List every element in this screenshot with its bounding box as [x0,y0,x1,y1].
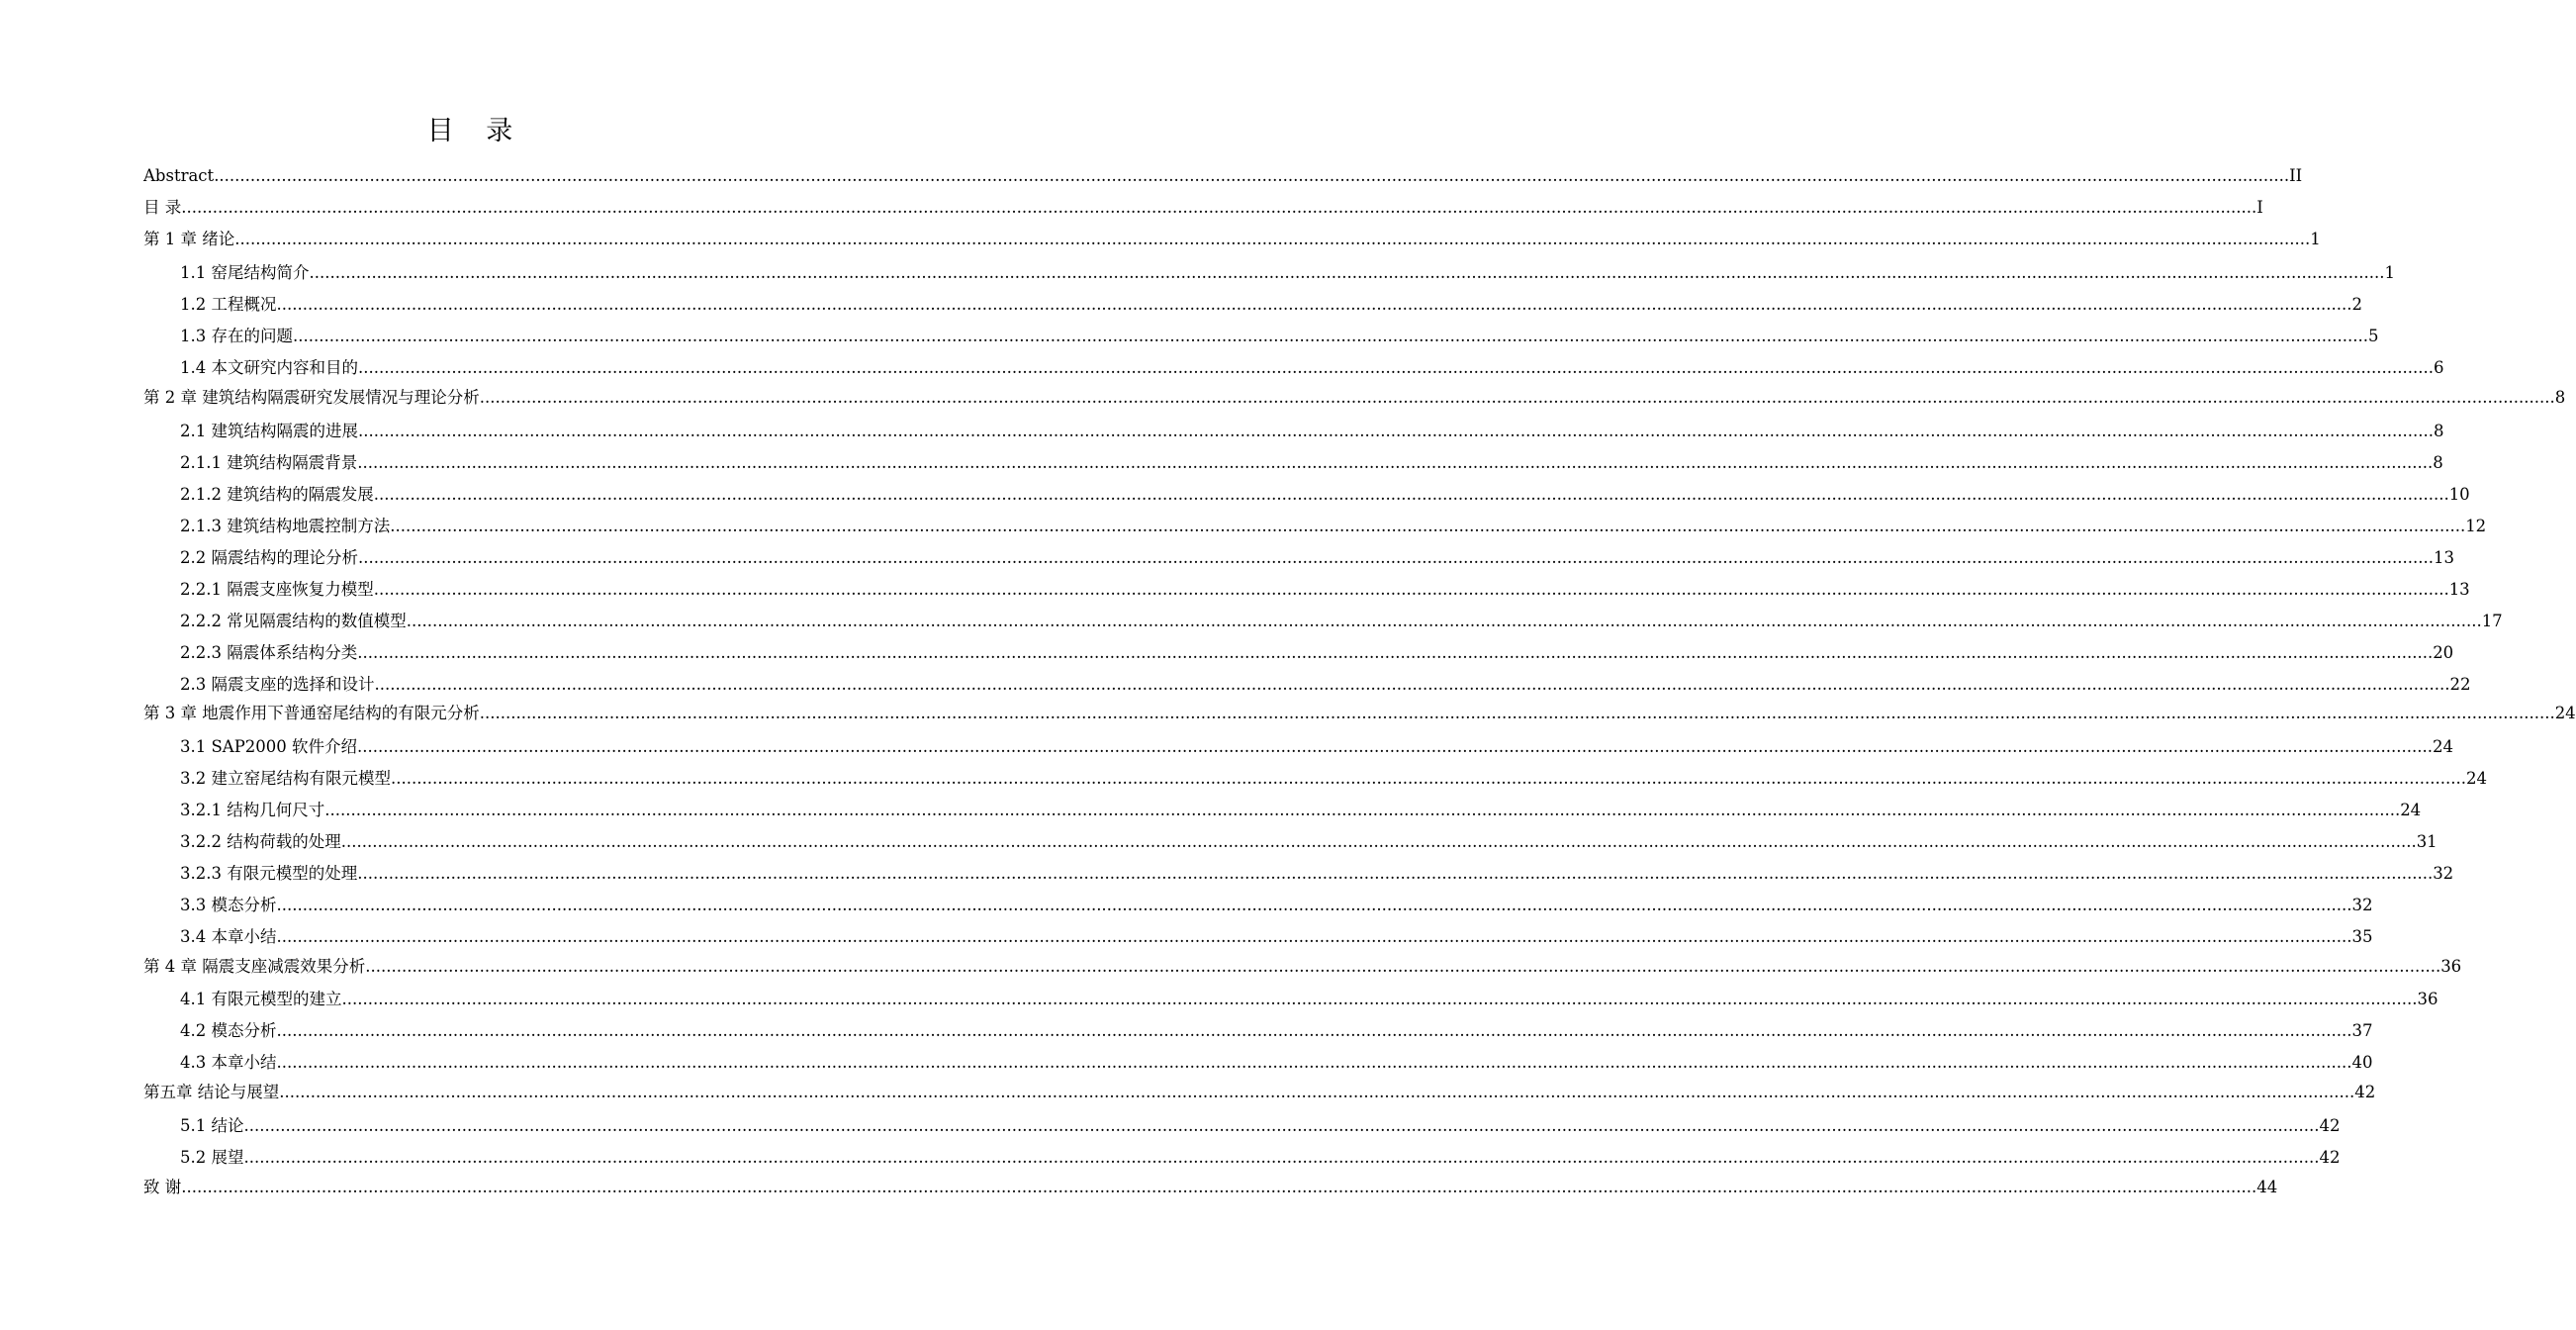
page-title: 目 录 [426,116,525,146]
toc-entry-page: 35 [2351,927,2373,946]
toc-leader-dots: ................................................................................................................................................................................................................................................................................................................................................................................................................ [279,1083,2355,1101]
toc-entry-label: 第 1 章 绪论 [143,230,235,248]
toc-entry[interactable] [143,163,2303,187]
toc-entry-page: 44 [2256,1178,2278,1196]
toc-leader-dots: ................................................................................................................................................................................................................................................................................................................................................................................................................ [357,453,2434,472]
toc-entry-label: 1.2 工程概况 [180,295,277,314]
toc-entry-label: 第 4 章 隔震支座减震效果分析 [143,957,366,976]
toc-entry[interactable] [180,798,2422,821]
toc-leader-dots: ................................................................................................................................................................................................................................................................................................................................................................................................................ [358,422,2434,440]
toc-entry-label: 3.2.3 有限元模型的处理 [180,864,358,883]
toc-entry[interactable] [180,893,2373,916]
toc-leader-dots: ................................................................................................................................................................................................................................................................................................................................................................................................................ [243,1116,2320,1135]
toc-entry-label: 第 3 章 地震作用下普通窑尾结构的有限元分析 [143,704,480,722]
toc-entry-label: 3.2.2 结构荷载的处理 [180,832,341,851]
toc-entry-label: 第五章 结论与展望 [143,1083,280,1101]
toc-entry[interactable] [180,1113,2341,1137]
toc-entry[interactable] [180,924,2373,948]
toc-entry[interactable] [180,1018,2373,1042]
toc-entry-page: 8 [2433,453,2443,472]
toc-entry-label: 3.4 本章小结 [180,927,277,946]
toc-entry[interactable] [180,609,2503,632]
toc-entry[interactable] [143,227,2321,250]
toc-entry-page: 13 [2448,580,2470,599]
toc-entry[interactable] [143,701,2576,724]
toc-leader-dots: ................................................................................................................................................................................................................................................................................................................................................................................................................ [276,295,2352,314]
toc-leader-dots: ................................................................................................................................................................................................................................................................................................................................................................................................................ [276,896,2352,914]
toc-leader-dots: ................................................................................................................................................................................................................................................................................................................................................................................................................ [324,801,2401,819]
toc-entry-label: 4.1 有限元模型的建立 [180,990,342,1008]
toc-entry-page: 37 [2351,1021,2373,1040]
toc-entry-label: 5.1 结论 [180,1116,244,1135]
toc-entry-page: II [2289,166,2303,185]
toc-entry-page: 5 [2367,327,2379,345]
toc-leader-dots: ................................................................................................................................................................................................................................................................................................................................................................................................................ [479,704,2555,722]
toc-entry-page: 36 [2440,957,2462,976]
toc-entry-label: 1.3 存在的问题 [180,327,293,345]
toc-leader-dots: ................................................................................................................................................................................................................................................................................................................................................................................................................ [358,548,2434,567]
toc-entry[interactable] [180,482,2470,506]
toc-leader-dots: ................................................................................................................................................................................................................................................................................................................................................................................................................ [181,198,2257,217]
toc-entry-label: 2.1.2 建筑结构的隔震发展 [180,485,374,504]
toc-entry-label: 1.1 窑尾结构简介 [180,263,310,282]
toc-entry[interactable] [180,419,2444,442]
toc-leader-dots: ................................................................................................................................................................................................................................................................................................................................................................................................................ [357,864,2434,883]
toc-leader-dots: ................................................................................................................................................................................................................................................................................................................................................................................................................ [276,927,2352,946]
toc-entry-label: 5.2 展望 [180,1148,244,1167]
toc-entry-label: 第 2 章 建筑结构隔震研究发展情况与理论分析 [143,388,480,407]
toc-entry-label: 3.3 模态分析 [180,896,277,914]
toc-entry-page: 8 [2433,422,2444,440]
toc-entry-page: 1 [2310,230,2321,248]
toc-entry-page: 10 [2448,485,2470,504]
toc-leader-dots: ................................................................................................................................................................................................................................................................................................................................................................................................................ [243,1148,2320,1167]
toc-entry-page: 17 [2481,612,2503,630]
toc-entry[interactable] [180,640,2454,664]
toc-entry-label: 2.1.3 建筑结构地震控制方法 [180,517,391,535]
toc-entry-page: 6 [2433,358,2444,377]
toc-leader-dots: ................................................................................................................................................................................................................................................................................................................................................................................................................ [276,1021,2352,1040]
toc-entry-label: 致 谢 [143,1178,182,1196]
toc-leader-dots: ................................................................................................................................................................................................................................................................................................................................................................................................................ [365,957,2441,976]
toc-leader-dots: ................................................................................................................................................................................................................................................................................................................................................................................................................ [390,517,2466,535]
toc-entry[interactable] [143,195,2263,219]
toc-entry[interactable] [180,1050,2373,1074]
toc-entry-page: 24 [2433,737,2453,756]
toc-leader-dots: ................................................................................................................................................................................................................................................................................................................................................................................................................ [358,358,2434,377]
toc-leader-dots: ................................................................................................................................................................................................................................................................................................................................................................................................................ [479,388,2555,407]
toc-entry-label: 3.2 建立窑尾结构有限元模型 [180,769,391,788]
toc-leader-dots: ................................................................................................................................................................................................................................................................................................................................................................................................................ [406,612,2482,630]
toc-leader-dots: ................................................................................................................................................................................................................................................................................................................................................................................................................ [373,485,2449,504]
toc-leader-dots: ................................................................................................................................................................................................................................................................................................................................................................................................................ [373,580,2449,599]
toc-entry-page: 32 [2433,864,2454,883]
toc-entry-label: 2.2 隔震结构的理论分析 [180,548,358,567]
toc-entry-page: 24 [2554,704,2576,722]
toc-entry-page: 36 [2417,990,2438,1008]
toc-entry[interactable] [143,385,2566,409]
toc-entry-label: 2.1 建筑结构隔震的进展 [180,422,358,440]
toc-entry-label: 3.2.1 结构几何尺寸 [180,801,325,819]
toc-entry-label: 2.3 隔震支座的选择和设计 [180,675,375,694]
toc-entry[interactable] [180,766,2487,790]
toc-entry-label: 目 录 [143,198,182,217]
toc-entry-page: 42 [2319,1116,2341,1135]
toc-entry[interactable] [180,260,2395,284]
toc-entry[interactable] [180,292,2362,316]
toc-entry-page: 8 [2554,388,2566,407]
toc-entry-page: 42 [2319,1148,2341,1167]
toc-leader-dots: ................................................................................................................................................................................................................................................................................................................................................................................................................ [309,263,2385,282]
toc-entry[interactable] [143,1080,2376,1103]
toc-entry-page: I [2256,198,2263,217]
toc-leader-dots: ................................................................................................................................................................................................................................................................................................................................................................................................................ [293,327,2368,345]
toc-leader-dots: ................................................................................................................................................................................................................................................................................................................................................................................................................ [374,675,2450,694]
toc-entry-page: 2 [2351,295,2362,314]
toc-entry-label: 2.2.3 隔震体系结构分类 [180,643,358,662]
toc-entry[interactable] [180,514,2487,537]
toc-entry[interactable] [180,545,2454,569]
toc-entry-label: 4.2 模态分析 [180,1021,277,1040]
toc-entry-label: 4.3 本章小结 [180,1053,277,1072]
toc-entry[interactable] [180,450,2443,474]
toc-entry-page: 42 [2354,1083,2376,1101]
toc-entry-label: 1.4 本文研究内容和目的 [180,358,358,377]
toc-entry-page: 24 [2465,769,2487,788]
toc-entry[interactable] [180,734,2453,758]
toc-leader-dots: ................................................................................................................................................................................................................................................................................................................................................................................................................ [341,990,2418,1008]
toc-entry[interactable] [180,577,2470,601]
toc-entry[interactable] [180,672,2471,696]
toc-leader-dots: ................................................................................................................................................................................................................................................................................................................................................................................................................ [391,769,2466,788]
toc-entry-page: 12 [2465,517,2487,535]
toc-leader-dots: ................................................................................................................................................................................................................................................................................................................................................................................................................ [234,230,2311,248]
toc-leader-dots: ................................................................................................................................................................................................................................................................................................................................................................................................................ [276,1053,2352,1072]
toc-leader-dots: ................................................................................................................................................................................................................................................................................................................................................................................................................ [357,737,2433,756]
toc-leader-dots: ................................................................................................................................................................................................................................................................................................................................................................................................................ [181,1178,2257,1196]
toc-entry-page: 24 [2400,801,2422,819]
toc-entry[interactable] [180,324,2379,347]
toc-entry-page: 31 [2416,832,2438,851]
toc-entry-label: 2.2.2 常见隔震结构的数值模型 [180,612,407,630]
toc-entry-label: 3.1 SAP2000 软件介绍 [180,737,358,756]
toc-leader-dots: ................................................................................................................................................................................................................................................................................................................................................................................................................ [340,832,2417,851]
toc-entry[interactable] [180,1145,2341,1169]
toc-entry-page: 40 [2351,1053,2373,1072]
toc-entry-page: 22 [2449,675,2471,694]
toc-entry[interactable] [180,861,2454,885]
toc-leader-dots: ................................................................................................................................................................................................................................................................................................................................................................................................................ [357,643,2434,662]
toc-entry[interactable] [143,1175,2278,1198]
toc-entry-page: 1 [2384,263,2395,282]
toc-entry-label: 2.1.1 建筑结构隔震背景 [180,453,358,472]
toc-entry-page: 13 [2433,548,2454,567]
toc-entry-page: 32 [2351,896,2373,914]
toc-entry-label: 2.2.1 隔震支座恢复力模型 [180,580,374,599]
toc-entry[interactable] [143,954,2462,978]
toc-entry[interactable] [180,355,2444,379]
toc-entry-page: 20 [2433,643,2454,662]
toc-entry[interactable] [180,987,2438,1010]
toc-entry[interactable] [180,829,2438,853]
toc-entry-label: Abstract [143,166,215,185]
toc-leader-dots: ................................................................................................................................................................................................................................................................................................................................................................................................................ [214,166,2290,185]
